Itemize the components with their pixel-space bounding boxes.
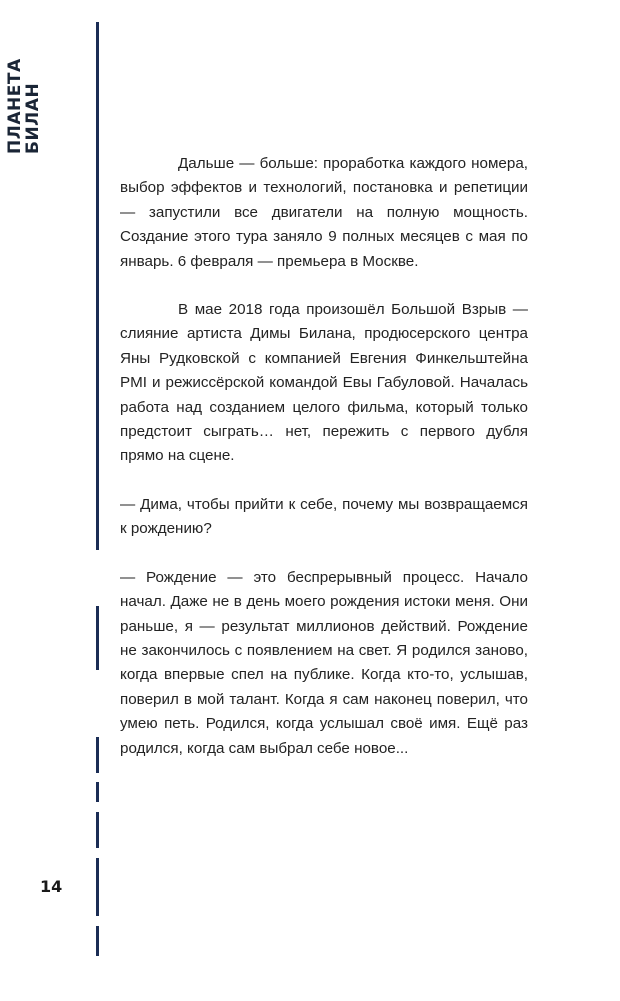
- paragraph-answer: — Рождение — это беспрерывный процесс. Начало начал. Даже не в день моего рождения истоки меня. Они раньше, я — результат миллионов действий. Рождение не закончилось с появлением на свет. Я родился заново, когда впервые спел на публике. Когда кто-то, услышав, поверил в мой талант. Когда я сам наконец поверил, что умею петь. Родился, когда услышал своё имя. Ещё раз родился, когда сам выбрал себе новое...: [120, 568, 528, 757]
- paragraph: В мае 2018 года произошёл Большой Взрыв — слияние артиста Димы Билана, продюсерского центра Яны Рудковской с компанией Евгения Финкельштейна PMI и режиссёрской командой Евы Габуловой. Началась работа над созданием целого фильма, который только предстоит сыграть… нет, пережить с первого дубля прямо на сцене.: [120, 301, 528, 465]
- body-text: [120, 152, 528, 761]
- accent-line-dash: [96, 858, 99, 916]
- running-header-line2: БИЛАН: [23, 82, 43, 154]
- paragraph: Дальше — больше: проработка каждого номера, выбор эффектов и технологий, постановка и репетиции — запустили все двигатели на полную мощность. Создание этого тура заняло 9 полных месяцев с мая по январь. 6 февраля — премьера в Москве.: [120, 155, 528, 270]
- accent-line-dash: [96, 812, 99, 848]
- accent-line: [96, 22, 99, 550]
- accent-line-dash: [96, 926, 99, 956]
- page-number: 14: [40, 877, 63, 896]
- running-header: [6, 54, 56, 154]
- accent-line-dash: [96, 782, 99, 802]
- accent-line-dash: [96, 737, 99, 773]
- paragraph-question: — Дима, чтобы прийти к себе, почему мы возвращаемся к рождению?: [120, 495, 528, 538]
- running-header-line1: ПЛАНЕТА: [5, 58, 25, 154]
- accent-line-dash: [96, 606, 99, 670]
